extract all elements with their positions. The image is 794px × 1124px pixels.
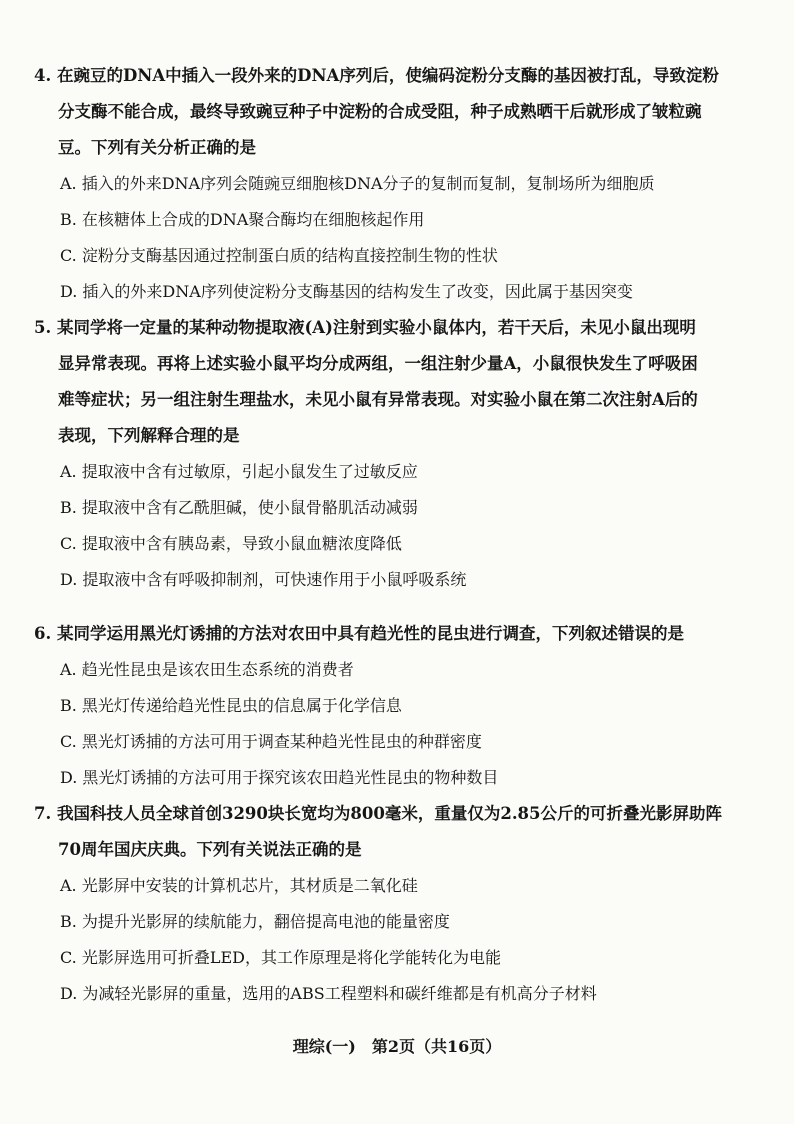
option-b: B. 黑光灯传递给趋光性昆虫的信息属于化学信息: [60, 696, 402, 715]
question-7: [34, 804, 769, 1020]
question-stem-line: 显异常表现。再将上述实验小鼠平均分成两组，一组注射少量A，小鼠很快发生了呼吸困: [58, 354, 698, 373]
page-footer: 理综(一) 第2页（共16页）: [292, 1037, 502, 1056]
question-stem-line: 分支酶不能合成，最终导致豌豆种子中淀粉的合成受阻，种子成熟晒干后就形成了皱粒豌: [58, 102, 702, 121]
option-b: B. 在核糖体上合成的DNA聚合酶均在细胞核起作用: [60, 210, 425, 229]
option-d: D. 为减轻光影屏的重量，选用的ABS工程塑料和碳纤维都是有机高分子材料: [60, 984, 597, 1003]
question-stem-line: 5. 某同学将一定量的某种动物提取液(A)注射到实验小鼠体内，若干天后，未见小鼠出现明: [34, 318, 696, 337]
option-d: D. 黑光灯诱捕的方法可用于探究该农田趋光性昆虫的物种数目: [60, 768, 499, 787]
question-6: [34, 624, 769, 804]
question-5: [34, 318, 769, 606]
option-a: A. 提取液中含有过敏原，引起小鼠发生了过敏反应: [60, 462, 418, 481]
option-d: D. 插入的外来DNA序列使淀粉分支酶基因的结构发生了改变，因此属于基因突变: [60, 282, 633, 301]
question-stem-line: 表现，下列解释合理的是: [58, 426, 240, 445]
question-stem-line: 4. 在豌豆的DNA中插入一段外来的DNA序列后，使编码淀粉分支酶的基因被打乱，导致淀粉: [34, 66, 719, 85]
option-b: B. 为提升光影屏的续航能力，翻倍提高电池的能量密度: [60, 912, 450, 931]
question-stem-line: 6. 某同学运用黑光灯诱捕的方法对农田中具有趋光性的昆虫进行调查，下列叙述错误的是: [34, 624, 684, 643]
question-stem-line: 豆。下列有关分析正确的是: [58, 138, 256, 157]
option-c: C. 提取液中含有胰岛素，导致小鼠血糖浓度降低: [60, 534, 402, 553]
option-c: C. 光影屏选用可折叠LED，其工作原理是将化学能转化为电能: [60, 948, 501, 967]
option-c: C. 黑光灯诱捕的方法可用于调查某种趋光性昆虫的种群密度: [60, 732, 482, 751]
question-stem-line: 难等症状；另一组注射生理盐水，未见小鼠有异常表现。对实验小鼠在第二次注射A后的: [58, 390, 698, 409]
option-a: A. 光影屏中安装的计算机芯片，其材质是二氧化硅: [60, 876, 418, 895]
question-stem-line: 7. 我国科技人员全球首创3290块长宽均为800毫米，重量仅为2.85公斤的可折叠光影屏助阵: [34, 804, 723, 823]
option-c: C. 淀粉分支酶基因通过控制蛋白质的结构直接控制生物的性状: [60, 246, 498, 265]
option-b: B. 提取液中含有乙酰胆碱，使小鼠骨骼肌活动减弱: [60, 498, 418, 517]
option-d: D. 提取液中含有呼吸抑制剂，可快速作用于小鼠呼吸系统: [60, 570, 467, 589]
option-a: A. 趋光性昆虫是该农田生态系统的消费者: [60, 660, 354, 679]
option-a: A. 插入的外来DNA序列会随豌豆细胞核DNA分子的复制而复制，复制场所为细胞质: [60, 174, 655, 193]
question-stem-line: 70周年国庆庆典。下列有关说法正确的是: [58, 840, 362, 859]
question-4: [34, 66, 769, 318]
